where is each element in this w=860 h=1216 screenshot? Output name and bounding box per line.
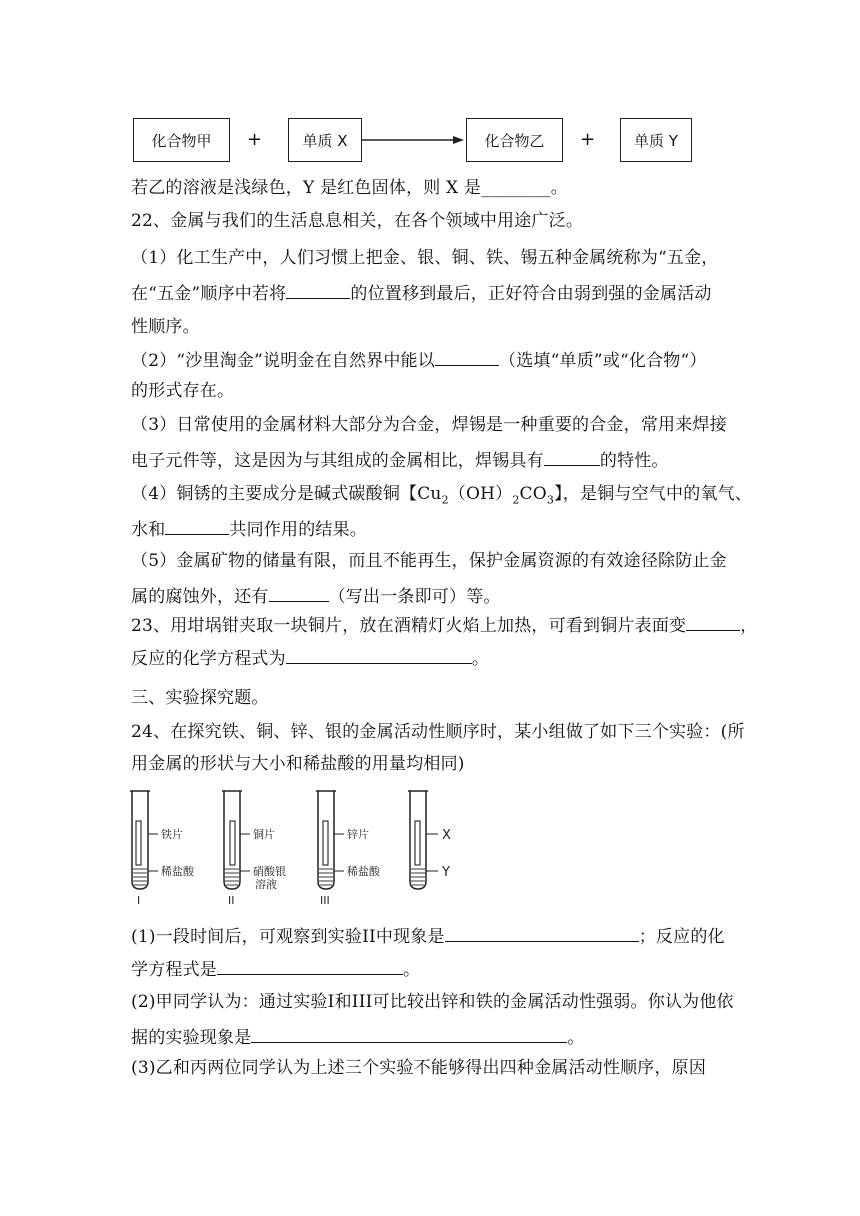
- text-fragment: 电子元件等，这是因为与其组成的金属相比，焊锡具有: [131, 451, 544, 471]
- text-line: [131, 925, 725, 947]
- test-tube-figure: [124, 787, 484, 907]
- element-x-box: [288, 118, 362, 162]
- text-fragment: (1)一段时间后，可观察到实验II中现象是: [131, 927, 445, 947]
- text-fragment: （写出一条即可）等。: [328, 587, 501, 607]
- text-fragment: 。: [471, 649, 490, 669]
- answer-blank[interactable]: [686, 614, 740, 631]
- text-line: 的形式存在。: [131, 381, 235, 401]
- text-fragment: 。: [403, 960, 421, 980]
- test-tube-1: [130, 791, 195, 907]
- answer-blank[interactable]: [269, 585, 329, 602]
- compound-b-label: 化合物乙: [484, 131, 545, 150]
- text-line: [131, 518, 367, 540]
- text-fragment: 。: [567, 1028, 585, 1048]
- text-fragment: 23、用坩埚钳夹取一块铜片，放在酒精灯火焰上加热，可看到铜片表面变: [131, 616, 687, 636]
- metal-label: X: [442, 828, 451, 843]
- text-line: [131, 1026, 585, 1048]
- metal-label: 铜片: [253, 828, 275, 841]
- answer-blank[interactable]: [286, 647, 472, 664]
- liquid-label: 稀盐酸: [161, 865, 194, 878]
- text-fragment: （2）“沙里淘金”说明金在自然界中能以: [131, 351, 435, 371]
- test-tube-2: [222, 791, 286, 907]
- test-tube-3: [316, 791, 381, 907]
- metal-label: 锌片: [347, 828, 369, 841]
- text-fragment: （4）铜锈的主要成分是碱式碳酸铜【Cu: [131, 484, 442, 504]
- plus-sign: +: [580, 129, 596, 150]
- tube-number: II: [228, 894, 235, 907]
- section-heading: 三、实验探究题。: [131, 688, 269, 708]
- element-y-label: 单质 Y: [634, 131, 678, 150]
- answer-blank[interactable]: [251, 1026, 567, 1043]
- question-23: [131, 614, 757, 636]
- text-line: （5）金属矿物的储量有限，而且不能再生，保护金属资源的有效途径除防止金: [131, 551, 727, 571]
- answer-blank[interactable]: [435, 349, 499, 366]
- element-x-label: 单质 X: [302, 131, 348, 150]
- subscript: 3: [546, 493, 555, 507]
- compound-a-label: 化合物甲: [151, 131, 212, 150]
- text-line: [131, 958, 420, 980]
- text-fragment: 的位置移到最后，正好符合由弱到强的金属活动: [350, 284, 712, 304]
- text-line: 性顺序。: [131, 317, 200, 337]
- text-fragment: 反应的化学方程式为: [131, 649, 286, 669]
- liquid-label: 稀盐酸: [347, 865, 380, 878]
- compound-b-box: [466, 118, 563, 162]
- text-line: (2)甲同学认为：通过实验I和III可比较出锌和铁的金属活动性强弱。你认为他依: [131, 992, 734, 1012]
- text-fragment: （OH）: [448, 484, 513, 504]
- text-fragment: 】，是铜与空气中的氧气、: [554, 484, 753, 504]
- tube-number: I: [137, 894, 141, 907]
- text-line: 若乙的溶液是浅绿色，Y 是红色固体，则 X 是________。: [131, 178, 568, 198]
- answer-blank[interactable]: [544, 449, 600, 466]
- test-tube-4: [408, 791, 451, 889]
- text-fragment: 据的实验现象是: [131, 1028, 252, 1048]
- text-fragment: CO: [519, 484, 547, 504]
- answer-blank[interactable]: [286, 282, 350, 299]
- reaction-arrow: [360, 130, 466, 150]
- metal-label: 铁片: [161, 828, 183, 841]
- text-fragment: 属的腐蚀外，还有: [131, 587, 269, 607]
- compound-a-box: [133, 118, 230, 162]
- text-fragment: ；反应的化: [638, 927, 725, 947]
- subscript: 2: [512, 493, 520, 507]
- subscript: 2: [441, 493, 449, 507]
- text-line: （3）日常使用的金属材料大部分为合金，焊锡是一种重要的合金，常用来焊接: [131, 415, 727, 435]
- answer-blank[interactable]: [445, 925, 639, 942]
- text-line: [131, 585, 501, 607]
- text-fragment: 水和: [131, 520, 166, 540]
- text-line: [131, 349, 707, 371]
- liquid-label: Y: [442, 865, 450, 880]
- liquid-label: 硝酸银: [253, 865, 286, 878]
- tube-number: III: [320, 894, 330, 907]
- answer-blank[interactable]: [165, 518, 229, 535]
- text-fragment: ，: [740, 616, 758, 636]
- text-fragment: 的特性。: [599, 451, 669, 471]
- text-line: [131, 449, 669, 471]
- question-22: 22、金属与我们的生活息息相关，在各个领域中用途广泛。: [131, 211, 584, 231]
- plus-sign: +: [247, 129, 263, 150]
- text-line: 用金属的形状与大小和稀盐酸的用量均相同): [131, 754, 465, 774]
- question-24: 24、在探究铁、铜、锌、银的金属活动性顺序时，某小组做了如下三个实验：(所: [131, 722, 745, 742]
- text-fragment: （选填“单质”或“化合物“）: [499, 351, 707, 371]
- text-line: [131, 282, 712, 304]
- text-fragment: 在“五金”顺序中若将: [131, 284, 287, 304]
- element-y-box: [620, 118, 692, 162]
- text-line: (3)乙和丙两位同学认为上述三个实验不能够得出四种金属活动性顺序，原因: [131, 1058, 707, 1078]
- text-line: [131, 484, 752, 510]
- text-line: （1）化工生产中，人们习惯上把金、银、铜、铁、锡五种金属统称为“五金，: [131, 248, 719, 268]
- answer-blank[interactable]: [217, 958, 403, 975]
- liquid-label: 溶液: [255, 878, 277, 891]
- text-line: [131, 647, 489, 669]
- text-fragment: 学方程式是: [131, 960, 217, 980]
- text-fragment: 共同作用的结果。: [229, 520, 368, 540]
